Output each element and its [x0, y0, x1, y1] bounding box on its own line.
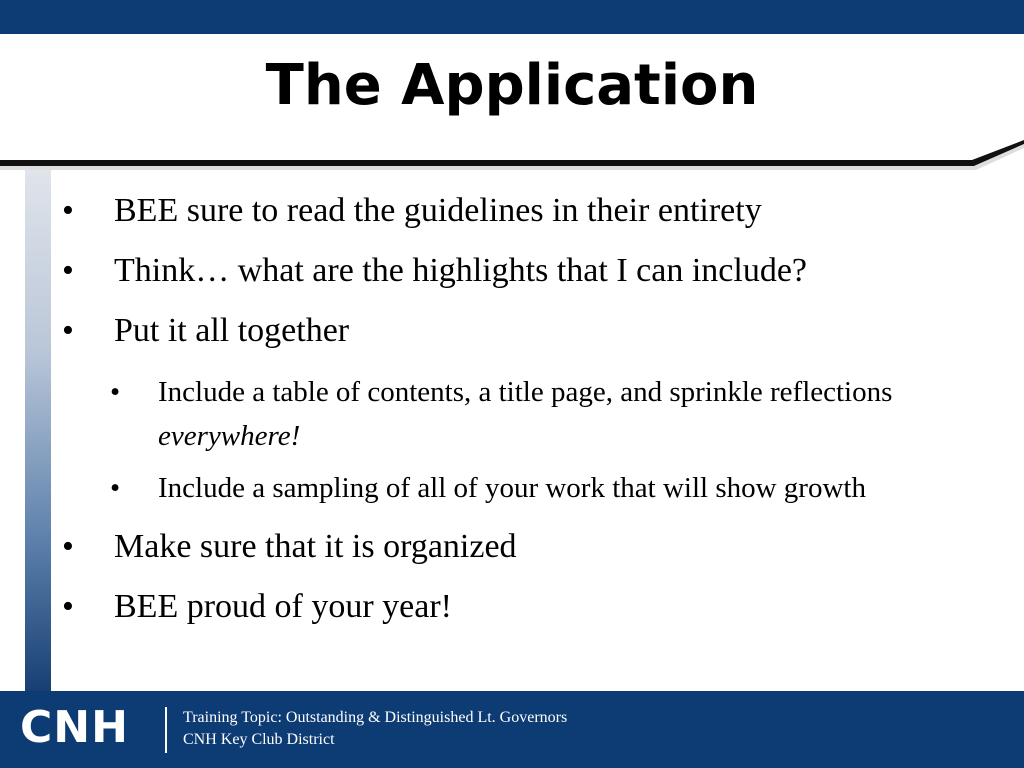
list-item-text: BEE sure to read the guidelines in their entirety: [114, 192, 762, 229]
emphasis-text: everywhere!: [158, 420, 301, 452]
bullet-icon: •: [110, 472, 121, 504]
bullet-icon: •: [62, 312, 74, 349]
footer-bar: [0, 691, 1024, 768]
sub-list-item: [58, 370, 988, 458]
footer-text: [183, 707, 567, 751]
list-item-text: Include a sampling of all of your work that will show growth: [158, 472, 866, 504]
footer-divider: [165, 707, 167, 753]
list-item-text: Make sure that it is organized: [114, 528, 517, 565]
title-underline: [0, 140, 1024, 174]
list-item-text: BEE proud of your year!: [114, 588, 453, 625]
bullet-icon: •: [110, 376, 121, 408]
bullet-icon: •: [62, 528, 74, 565]
list-item-text: Put it all together: [114, 312, 350, 349]
bullet-list: [58, 190, 988, 646]
sub-list-item: [58, 466, 988, 510]
bullet-icon: •: [62, 252, 74, 289]
bullet-icon: •: [62, 192, 74, 229]
top-banner: [0, 0, 1024, 34]
list-item: [58, 190, 988, 232]
list-item: [58, 526, 988, 568]
list-item: [58, 250, 988, 292]
list-item-text: Think… what are the highlights that I can include?: [114, 252, 808, 289]
footer-topic: Training Topic: Outstanding & Distinguished Lt. Governors: [183, 709, 568, 726]
footer-district: CNH Key Club District: [183, 731, 335, 748]
slide-title: The Application: [265, 53, 759, 118]
list-item: [58, 310, 988, 352]
list-item: [58, 586, 988, 628]
cnh-logo: CNH: [20, 702, 129, 753]
bullet-icon: •: [62, 588, 74, 625]
list-item-text: Include a table of contents, a title page, and sprinkle reflections: [158, 376, 893, 408]
side-accent-bar: [25, 170, 51, 692]
